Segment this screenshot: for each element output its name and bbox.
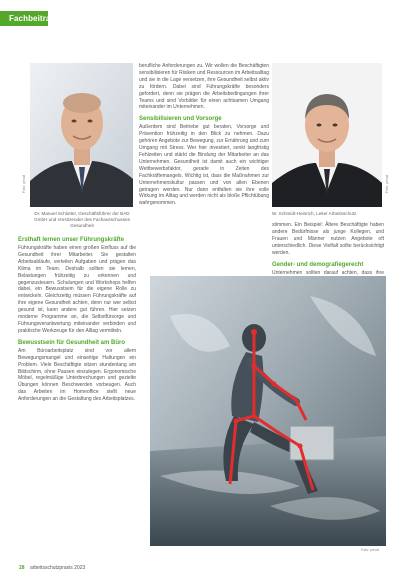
left-paragraph-2: Am Büroarbeitsplatz sind vor allem Bewegungsmangel und einseitige Haltungen ein Problem. Viele Beschäftigte sitzen stundenlang am Bildschirm, ohne Pausen einzulegen. Ergonomische Möbel, regelmäßige Unterbrechungen und gezielte Übungen können Beschwerden vorbeugen. Auch das Arbeiten im Homeoffice stellt neue Anforderungen an die Gestaltung des Arbeitsplatzes. xyxy=(18,347,136,403)
photo-credit-right: Foto: privat xyxy=(385,175,389,193)
middle-paragraph-1: Außerdem sind Betriebe gut beraten, Vorsorge und Prävention frühzeitig in den Blick zu nehmen. Dazu gehören Angebote zur Bewegung, zur Ernährung und zum Umgang mit Stress. Wer hier investiert, senkt langfristig Fehlzeiten und stärkt die Bindung der Mitarbeiter an das Unternehmen. Gesundheit ist damit auch ein wichtiger Wettbewerbsfaktor, gerade in Zeiten des Fachkräftemangels. Wichtig ist, dass die Maßnahmen zur Unternehmenskultur passen und von allen Ebenen getragen werden. Nur dann entfalten sie ihre volle Wirkung im Alltag und werden nicht als bloße Pflichtübung wahrgenommen. xyxy=(139,124,269,207)
page-footer xyxy=(19,565,85,571)
right-paragraph-1: stimmen. Ein Beispiel: Ältere Beschäftigte haben andere Bedürfnisse als junge Kollegen, und Frauen und Männer nutzen Angebote oft unterschiedlich. Diese Vielfalt sollte berücksichtigt werden. xyxy=(272,222,384,256)
main-photo xyxy=(150,276,386,546)
portrait-left-image xyxy=(30,63,133,207)
heading-prevention: Sensibilisieren und Vorsorge xyxy=(139,116,222,123)
publication-name: arbeitsschutzpraxis 2023 xyxy=(29,565,86,571)
right-paragraph-2: Unternehmen sollten darauf achten, dass ihre xyxy=(272,269,384,276)
portrait-right-image xyxy=(272,63,382,207)
photo-credit-left: Foto: privat xyxy=(22,175,26,193)
page-number: 28 xyxy=(19,565,25,571)
heading-office: Bewusstsein für Gesundheit am Büro xyxy=(18,339,126,346)
heading-gender: Gender- und demografiegerecht xyxy=(272,261,364,268)
middle-paragraph-top: berufliche Anforderungen zu. Wir wollen die Beschäftigten sensibilisieren für Risiken und Ressourcen im Arbeitsalltag und sie in die Lage versetzen, ihre Gesundheit selbst aktiv zu fördern. Dabei sind Führungskräfte besonders gefordert, denn sie prägen die Arbeitsbedingungen ihrer Teams und sind Vorbilder für einen achtsamen Umgang miteinander im Unternehmen. xyxy=(139,63,269,111)
photo-credit-main: Foto: privat xyxy=(361,548,379,552)
middle-column xyxy=(139,63,269,207)
heading-leadership: Ersthaft lernen unser Führungskräfte xyxy=(18,237,125,243)
main-photo-image xyxy=(150,276,386,546)
portrait-right xyxy=(272,63,382,207)
left-paragraph-1: Führungskräfte haben einen großen Einfluss auf die Gesundheit ihrer Mitarbeiter. Sie gestalten Arbeitsabläufe, verteilen Aufgaben und prägen das Klima im Team. Deshalb sollten sie lernen, Belastungen frühzeitig zu erkennen und gegenzusteuern. Schulungen und Workshops helfen dabei, ein Bewusstsein für die eigene Rolle zu entwickeln. Gleichzeitig müssen Führungskräfte auf ihre eigene Gesundheit achten, denn nur wer selbst gesund ist, kann andere gut führen. Hier setzen moderne Programme an, die Selbstfürsorge und Führungsverantwortung miteinander verbinden und praktische Werkzeuge für den Alltag vermitteln. xyxy=(18,245,136,334)
portrait-left xyxy=(30,63,133,207)
section-tag: Fachbeitrag xyxy=(0,11,48,26)
caption-right: W. Schmidt-Heinrich, Leiter Arbeitsschutz xyxy=(272,211,357,216)
caption-left: Dr. Manuel Schlotter, Geschäftsführer der BAD GmbH und Vorsitzender des Fachausschusses Gesundheit xyxy=(34,211,130,228)
left-column xyxy=(18,232,136,403)
